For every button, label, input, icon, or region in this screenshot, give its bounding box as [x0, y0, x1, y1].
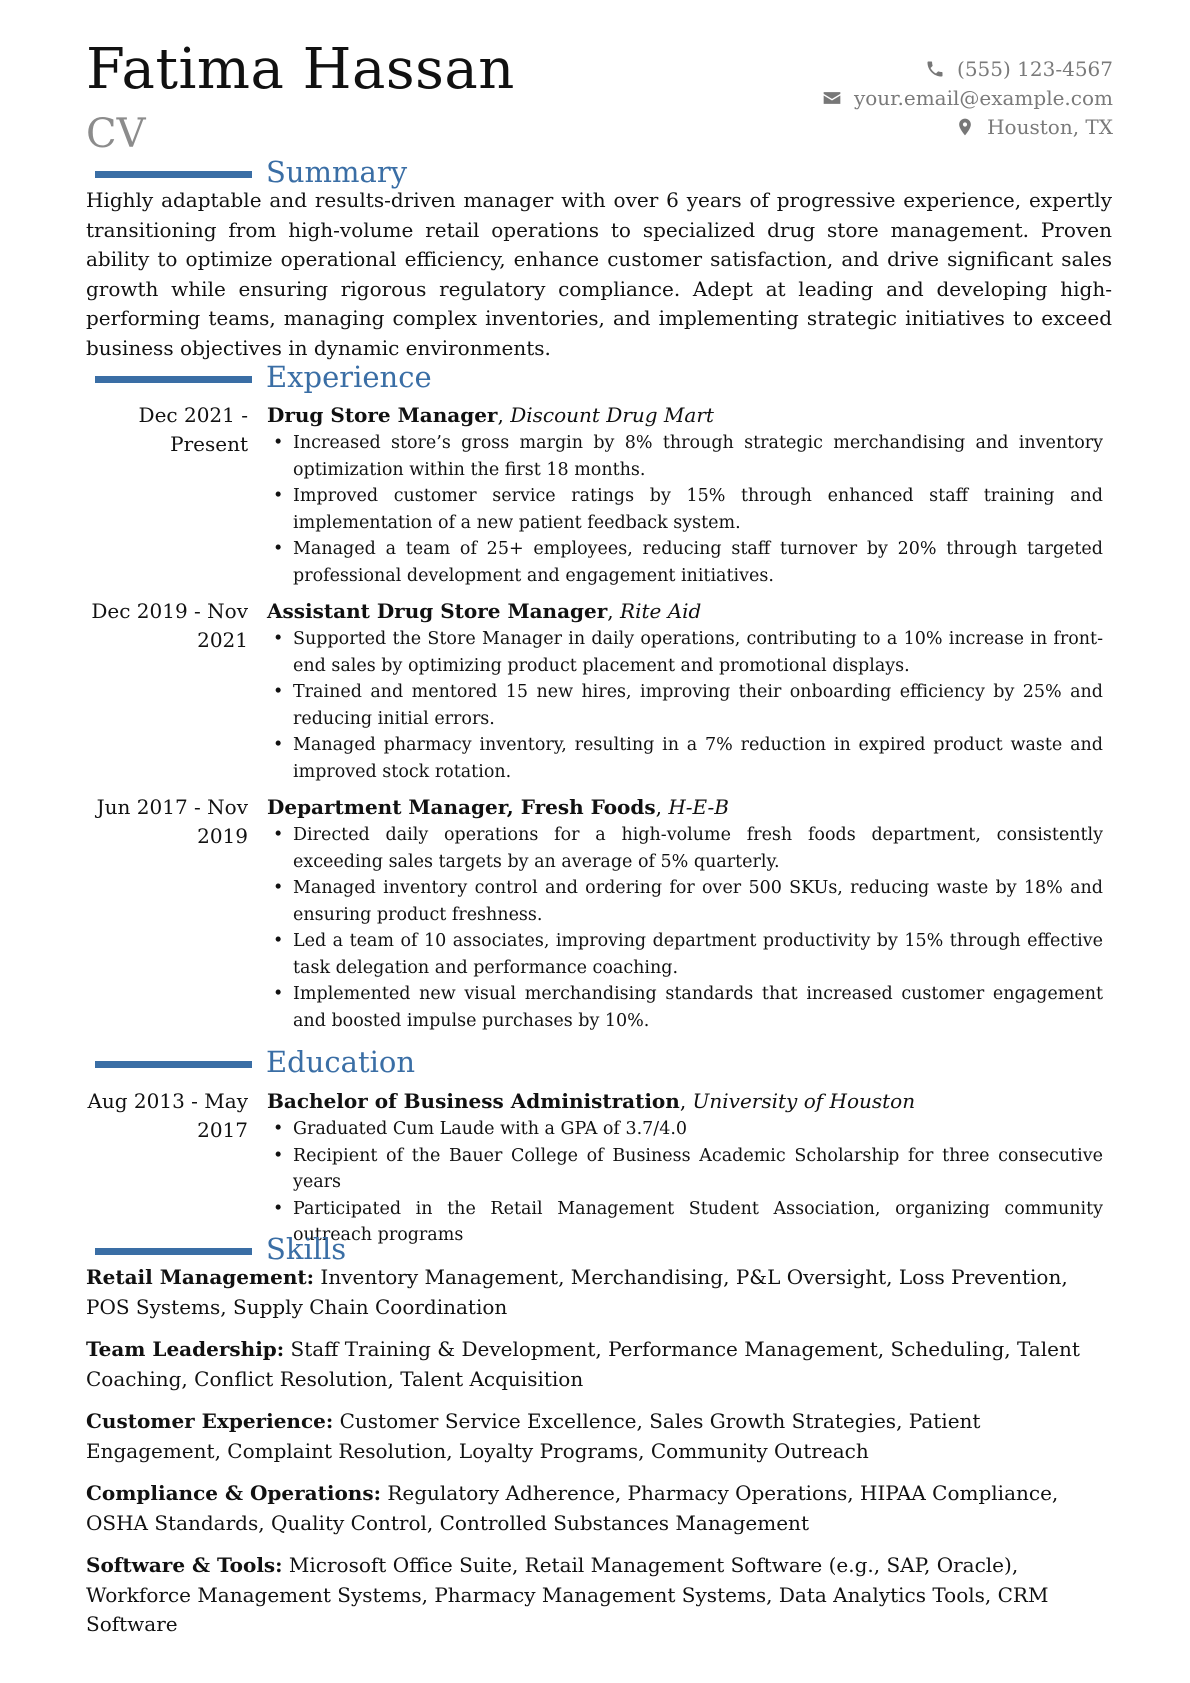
summary-paragraph: Highly adaptable and results-driven manager with over 6 years of progressive experience, expertly transitioning from high-volume retail operations to specialized drug store management. Proven ability to optimize operational efficiency, enhance customer satisfaction, and drive significant sales growth while ensuring rigorous regulatory compliance. Adept at leading and developing high-performing teams, managing complex inventories, and implementing strategic initiatives to exceed business objectives in dynamic environments. — [86, 188, 1112, 360]
contact-block — [822, 54, 1113, 141]
skill-text: Microsoft Office Suite, Retail Management Software (e.g., SAP, Oracle), Workforce Management Systems, Pharmacy Management Systems, Data Analytics Tools, CRM Software — [86, 1553, 1049, 1636]
skill-label: Team Leadership: — [86, 1337, 285, 1361]
entry-title: Assistant Drug Store Manager — [267, 599, 608, 623]
entry-heading: Assistant Drug Store Manager, Rite Aid — [267, 599, 702, 623]
entry-heading: Drug Store Manager, Discount Drug Mart — [267, 403, 714, 427]
entry-title: Bachelor of Business Administration — [267, 1089, 680, 1113]
entry-organization: University of Houston — [692, 1089, 916, 1113]
list-item: • Improved customer service ratings by 15% through enhanced staff training and implementation of a new patient feedback system. — [273, 486, 1103, 533]
skill-group — [86, 1551, 1116, 1640]
email-link[interactable]: your.email@example.com — [853, 85, 1113, 110]
entry-title: Department Manager, Fresh Foods — [267, 795, 656, 819]
map-pin-icon — [955, 117, 975, 137]
skill-label: Compliance & Operations: — [86, 1481, 381, 1505]
list-item: • Managed pharmacy inventory, resulting in a 7% reduction in expired product waste and improved stock rotation. — [273, 735, 1103, 782]
skill-group — [86, 1479, 1116, 1538]
list-item: • Implemented new visual merchandising standards that increased customer engagement and boosted impulse purchases by 10%. — [273, 984, 1103, 1031]
entry-organization: H-E-B — [668, 795, 729, 819]
list-item: • Managed inventory control and ordering for over 500 SKUs, reducing waste by 18% and ensuring product freshness. — [273, 878, 1103, 925]
list-item: • Managed a team of 25+ employees, reducing staff turnover by 20% through targeted professional development and engagement initiatives. — [273, 539, 1103, 586]
entry-date: Jun 2017 - Nov 2019 — [96, 795, 248, 848]
phone-icon — [925, 59, 945, 79]
skill-text: Regulatory Adherence, Pharmacy Operations, HIPAA Compliance, OSHA Standards, Quality Control, Controlled Substances Management — [86, 1481, 1059, 1535]
contact-email — [822, 83, 1113, 112]
entry-heading: Bachelor of Business Administration, University of Houston — [267, 1089, 916, 1113]
section-title: Summary — [266, 155, 408, 189]
list-item: • Led a team of 10 associates, improving department productivity by 15% through effective task delegation and performance coaching. — [273, 931, 1103, 978]
phone-text: (555) 123-4567 — [957, 56, 1113, 81]
section-skills-heading — [95, 1232, 1115, 1266]
list-item: • Directed daily operations for a high-volume fresh foods department, consistently exceeding sales targets by an average of 5% quarterly. — [273, 825, 1103, 872]
skill-label: Retail Management: — [86, 1265, 315, 1289]
list-item: • Trained and mentored 15 new hires, improving their onboarding efficiency by 25% and reducing initial errors. — [273, 682, 1103, 729]
skill-group — [86, 1407, 1116, 1466]
section-accent-bar — [95, 1248, 252, 1255]
section-education-heading — [95, 1045, 1115, 1079]
section-accent-bar — [95, 376, 252, 383]
section-title: Education — [266, 1045, 416, 1079]
entry-date: Dec 2019 - Nov 2021 — [91, 599, 248, 652]
section-title: Experience — [266, 360, 432, 394]
entry-title: Drug Store Manager — [267, 403, 498, 427]
entry-organization: Discount Drug Mart — [510, 403, 714, 427]
section-accent-bar — [95, 1061, 252, 1068]
skill-text: Staff Training & Development, Performance Management, Scheduling, Talent Coaching, Conflict Resolution, Talent Acquisition — [86, 1337, 1080, 1391]
contact-phone — [822, 54, 1113, 83]
location-text: Houston, TX — [987, 114, 1113, 139]
section-experience-heading — [95, 360, 1115, 394]
section-accent-bar — [95, 171, 252, 178]
skill-text: Customer Service Excellence, Sales Growth Strategies, Patient Engagement, Complaint Resolution, Loyalty Programs, Community Outreach — [86, 1409, 981, 1463]
document-subtitle: CV — [86, 111, 146, 157]
entry-date: Dec 2021 - Present — [138, 403, 248, 456]
skill-text: Inventory Management, Merchandising, P&L Oversight, Loss Prevention, POS Systems, Supply Chain Coordination — [86, 1265, 1068, 1319]
skill-group — [86, 1263, 1116, 1322]
contact-location — [822, 112, 1113, 141]
list-item: • Graduated Cum Laude with a GPA of 3.7/4.0 — [273, 1119, 688, 1139]
candidate-name: Fatima Hassan — [86, 37, 515, 102]
entry-organization: Rite Aid — [620, 599, 702, 623]
envelope-icon — [822, 88, 842, 108]
list-item: • Recipient of the Bauer College of Business Academic Scholarship for three consecutive years — [273, 1145, 1103, 1192]
entry-heading: Department Manager, Fresh Foods, H-E-B — [267, 795, 729, 819]
list-item: • Increased store’s gross margin by 8% through strategic merchandising and inventory optimization within the first 18 months. — [273, 433, 1103, 480]
list-item: • Supported the Store Manager in daily operations, contributing to a 10% increase in front-end sales by optimizing product placement and promotional displays. — [273, 629, 1103, 676]
skill-label: Software & Tools: — [86, 1553, 283, 1577]
section-title: Skills — [266, 1232, 347, 1266]
skill-group — [86, 1335, 1116, 1394]
entry-date: Aug 2013 - May 2017 — [87, 1089, 248, 1142]
list-item: • Participated in the Retail Management Student Association, organizing community outreach programs — [273, 1198, 1103, 1245]
skill-label: Customer Experience: — [86, 1409, 334, 1433]
skills-list — [86, 1263, 1116, 1653]
section-summary-heading — [95, 155, 1115, 189]
